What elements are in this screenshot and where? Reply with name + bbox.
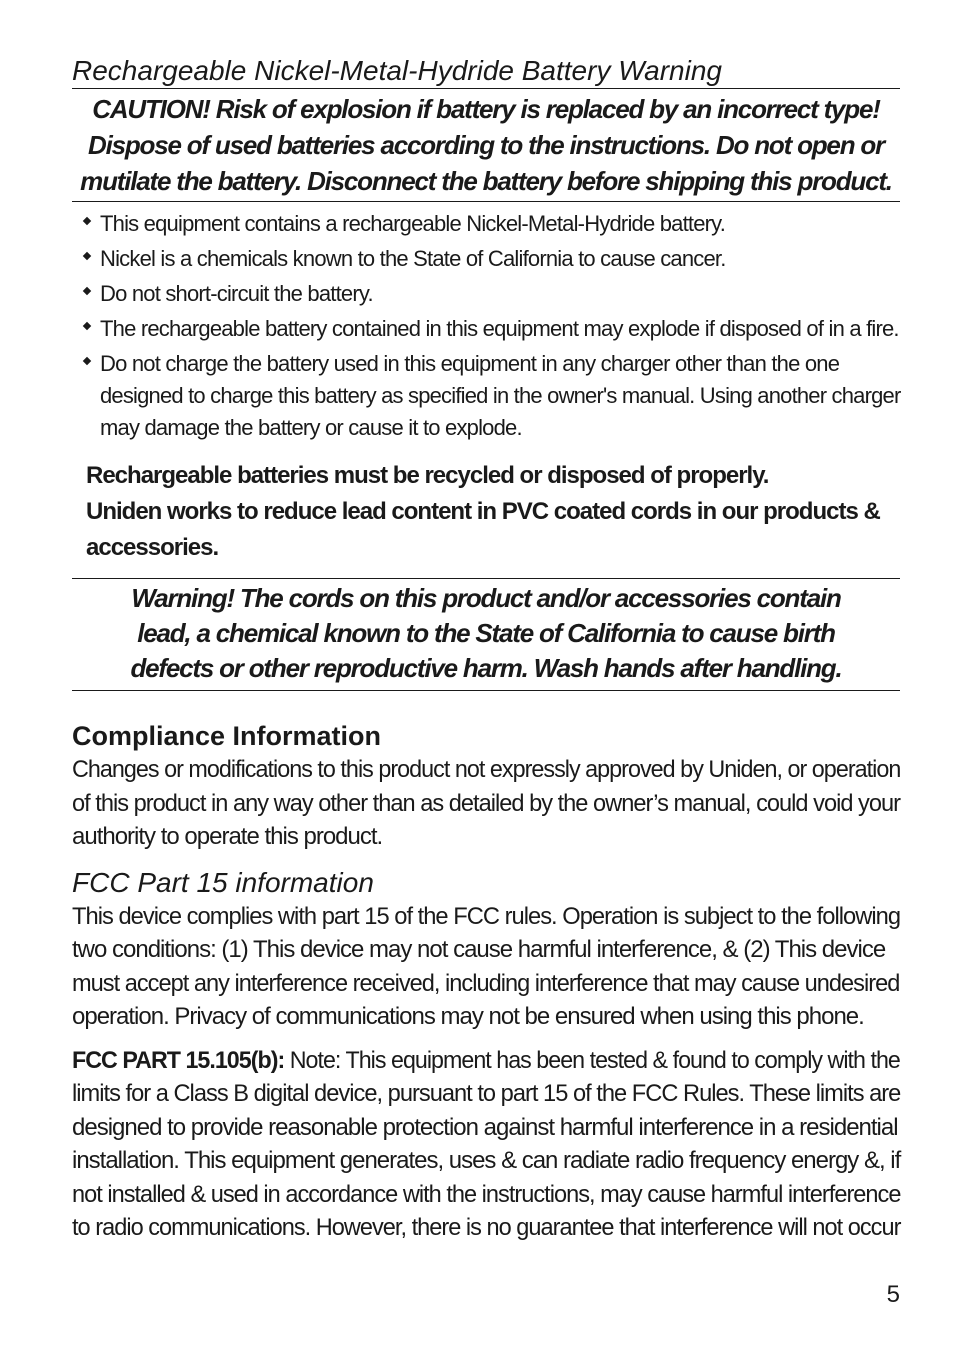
document-page <box>72 54 900 1245</box>
caution-box <box>72 89 900 201</box>
fcc-part15-paragraph <box>72 900 900 1034</box>
bullet-text: The rechargeable battery contained in this equipment may explode if disposed of in a fire. <box>100 316 899 341</box>
recycle-line: Uniden works to reduce lead content in PVC coated cords in our products & <box>86 498 880 525</box>
paragraph-line: authority to operate this product. <box>72 823 383 850</box>
battery-bullet-list <box>72 208 900 444</box>
bullet-text: Nickel is a chemicals known to the State of California to cause cancer. <box>100 246 726 271</box>
compliance-paragraph <box>72 753 900 854</box>
warning-line: lead, a chemical known to the State of California to cause birth <box>137 618 835 648</box>
diamond-bullet-icon <box>83 217 91 225</box>
bullet-item <box>72 208 900 240</box>
page-number: 5 <box>886 1281 900 1308</box>
bullet-item <box>72 348 900 444</box>
compliance-title: Compliance Information <box>72 721 382 751</box>
paragraph-line: two conditions: (1) This device may not cause harmful interference, & (2) This device <box>72 936 886 963</box>
lead-warning-box <box>72 579 900 690</box>
recycle-line: Rechargeable batteries must be recycled or disposed of properly. <box>86 462 769 489</box>
caution-bottom-rule <box>72 201 900 202</box>
paragraph-line: designed to provide reasonable protection against harmful interference in a residential <box>72 1113 898 1141</box>
fcc-15105b-lead: FCC PART 15.105(b): <box>72 1046 285 1074</box>
paragraph-line: This device complies with part 15 of the FCC rules. Operation is subject to the following <box>72 902 901 930</box>
diamond-bullet-icon <box>83 252 91 260</box>
paragraph-line: to radio communications. However, there is no guarantee that interference will not occur <box>72 1214 901 1241</box>
paragraph-line: Changes or modifications to this product not expressly approved by Uniden, or operation <box>72 756 901 783</box>
diamond-bullet-icon <box>83 357 91 365</box>
battery-warning-title: Rechargeable Nickel-Metal-Hydride Battery Warning <box>72 55 722 86</box>
paragraph-line: of this product in any way other than as detailed by the owner’s manual, could void your <box>72 789 901 817</box>
warning-bottom-rule <box>72 690 900 691</box>
diamond-bullet-icon <box>83 322 91 330</box>
fcc-part15-title: FCC Part 15 information <box>72 866 374 898</box>
bullet-text: Do not short-circuit the battery. <box>100 281 373 306</box>
paragraph-line: limits for a Class B digital device, pursuant to part 15 of the FCC Rules. These limits are <box>72 1080 901 1107</box>
bullet-text: designed to charge this battery as specified in the owner's manual. Using another charger <box>100 383 901 408</box>
warning-line: defects or other reproductive harm. Wash hands after handling. <box>130 653 842 683</box>
paragraph-line <box>72 1044 900 1078</box>
paragraph-line: operation. Privacy of communications may not be ensured when using this phone. <box>72 1003 864 1030</box>
recycle-line: accessories. <box>86 534 219 561</box>
caution-line: CAUTION! Risk of explosion if battery is replaced by an incorrect type! <box>92 94 880 124</box>
fcc-15105b-first-line: Note: This equipment has been tested & found to comply with the <box>284 1046 900 1074</box>
paragraph-line: must accept any interference received, including interference that may cause undesired <box>72 969 900 997</box>
diamond-bullet-icon <box>83 287 91 295</box>
bullet-item <box>72 278 900 310</box>
bullet-text: Do not charge the battery used in this equipment in any charger other than the one <box>100 351 840 376</box>
fcc-15105b-paragraph <box>72 1044 900 1245</box>
caution-line: mutilate the battery. Disconnect the battery before shipping this product. <box>80 166 892 196</box>
recycle-notice <box>86 458 900 566</box>
bullet-item <box>72 313 900 345</box>
bullet-item <box>72 243 900 275</box>
paragraph-line: installation. This equipment generates, uses & can radiate radio frequency energy &, if <box>72 1147 901 1174</box>
paragraph-line: not installed & used in accordance with the instructions, may cause harmful interference <box>72 1180 901 1208</box>
warning-line: Warning! The cords on this product and/or accessories contain <box>131 583 841 613</box>
bullet-text: This equipment contains a rechargeable Nickel-Metal-Hydride battery. <box>100 211 726 236</box>
bullet-text: may damage the battery or cause it to explode. <box>100 415 522 440</box>
caution-line: Dispose of used batteries according to the instructions. Do not open or <box>88 130 884 160</box>
